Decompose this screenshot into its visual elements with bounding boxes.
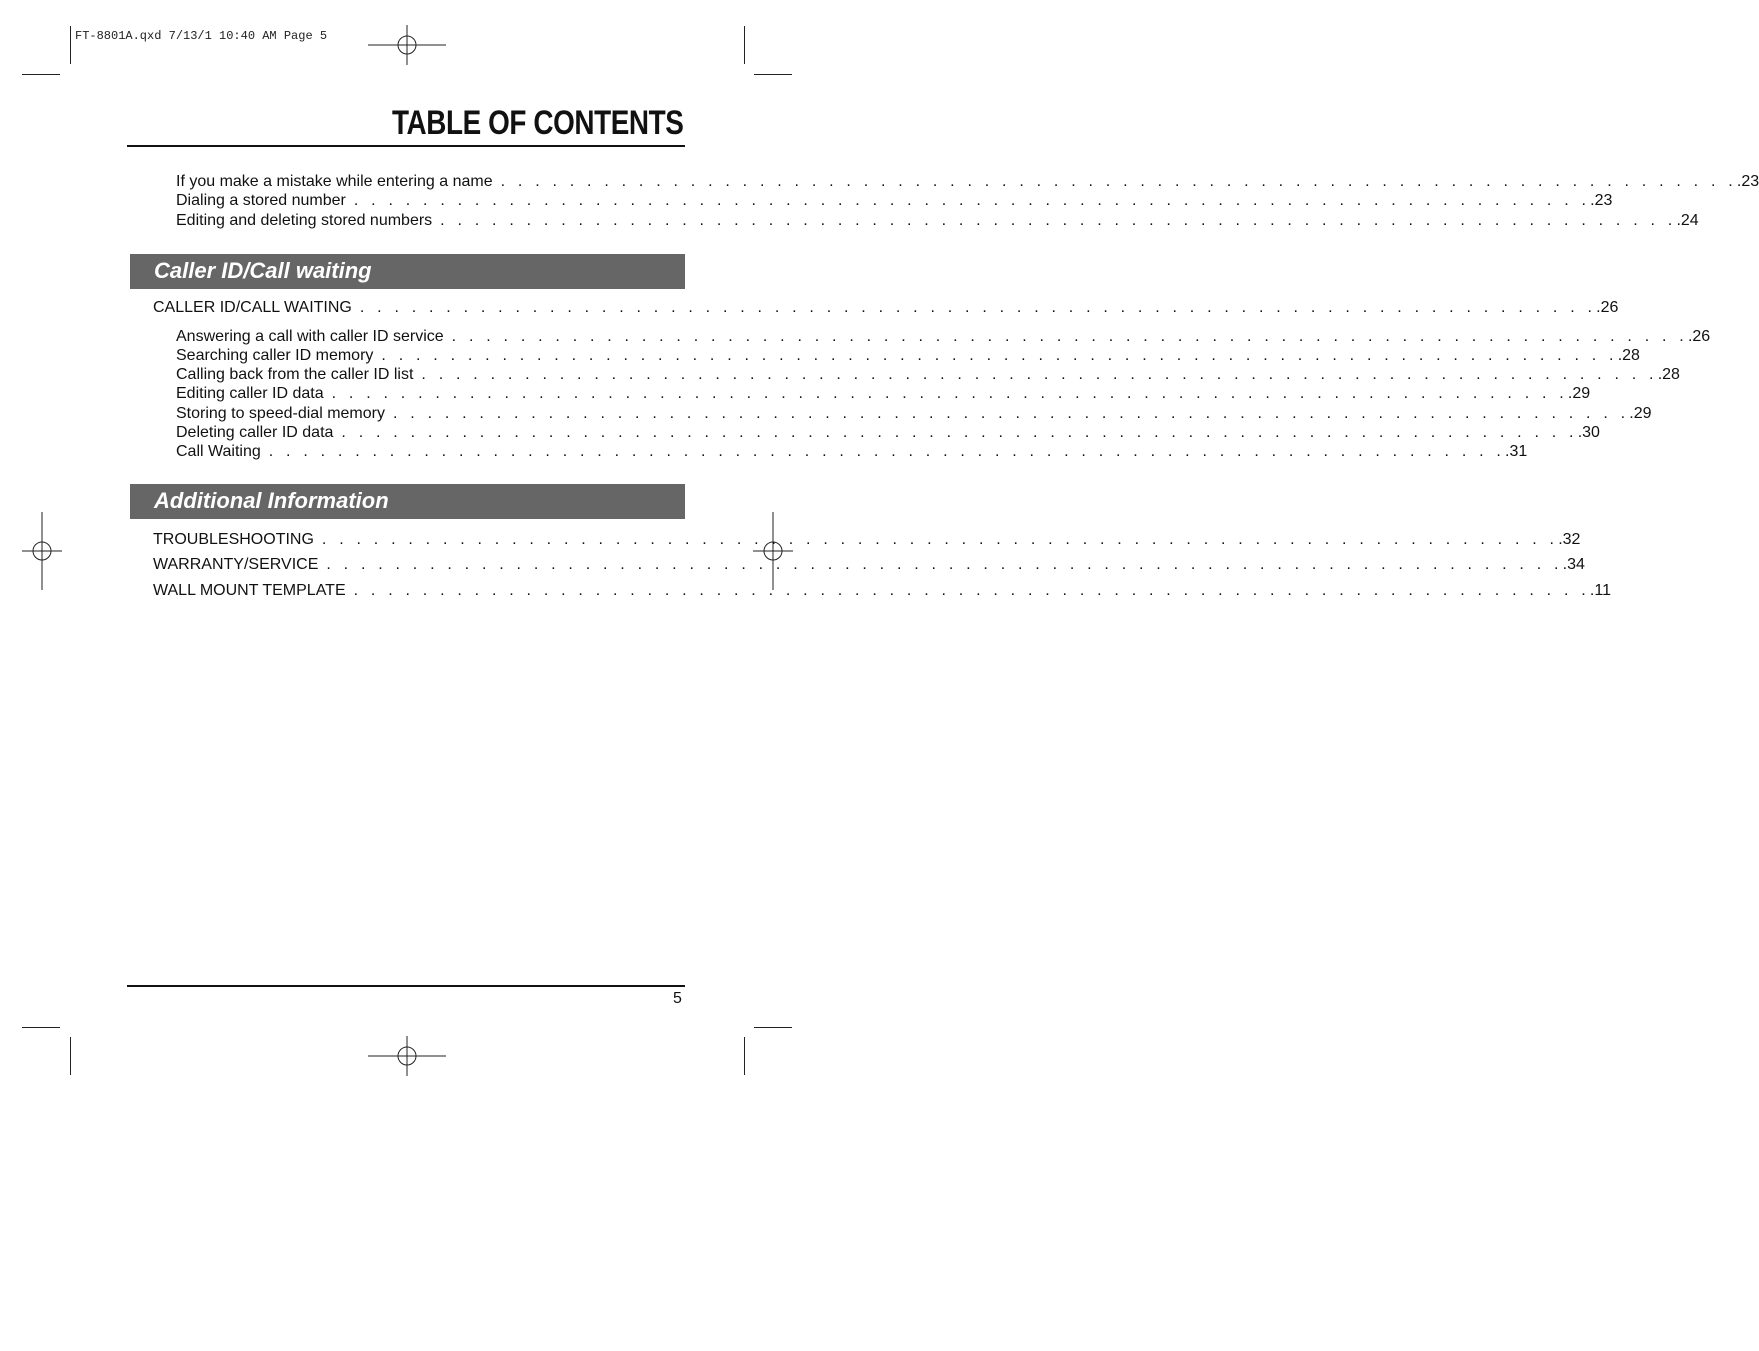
toc-page-number: .23 bbox=[1736, 173, 1759, 190]
toc-page-number: .32 bbox=[1558, 531, 1581, 548]
registration-mark-icon bbox=[753, 512, 793, 590]
toc-entry-label: Editing caller ID data bbox=[176, 385, 324, 402]
toc-page-number: .24 bbox=[1676, 212, 1699, 229]
toc-entry-label: Searching caller ID memory bbox=[176, 347, 374, 364]
toc-page-number: .11 bbox=[1589, 582, 1611, 599]
toc-entry-label: If you make a mistake while entering a name bbox=[176, 173, 493, 190]
section-heading: Caller ID/Call waiting bbox=[154, 258, 372, 283]
toc-entry-label: Dialing a stored number bbox=[176, 192, 346, 209]
toc-entry-label: Calling back from the caller ID list bbox=[176, 366, 414, 383]
toc-leader: . . . . . . . . . . . . . . . . . . . . . . . . . . . . . . . . . . . . . . . . . . . . . . . . . . . . . . . . . . . . . . . . . . . . . . . . bbox=[392, 405, 1630, 422]
toc-entry[interactable] bbox=[176, 423, 1600, 442]
footer-rule bbox=[127, 985, 685, 987]
crop-mark bbox=[22, 1027, 60, 1028]
toc-leader: . . . . . . . . . . . . . . . . . . . . . . . . . . . . . . . . . . . . . . . . . . . . . . . . . . . . . . . . . . . . . . . . . . . . . . . . bbox=[421, 366, 1658, 383]
registration-mark-icon bbox=[368, 25, 446, 65]
toc-leader: . . . . . . . . . . . . . . . . . . . . . . . . . . . . . . . . . . . . . . . . . . . . . . . . . . . . . . . . . . . . . . . . . . . . . . . . bbox=[451, 328, 1688, 345]
toc-page-number: .29 bbox=[1629, 405, 1652, 422]
toc-leader: . . . . . . . . . . . . . . . . . . . . . . . . . . . . . . . . . . . . . . . . . . . . . . . . . . . . . . . . . . . . . . . . . . . . . . . . bbox=[440, 212, 1677, 229]
crop-mark bbox=[754, 1027, 792, 1028]
toc-page-number: .23 bbox=[1590, 192, 1613, 209]
toc-entry[interactable] bbox=[176, 172, 1759, 191]
crop-mark bbox=[744, 1037, 745, 1075]
print-slug: FT-8801A.qxd 7/13/1 10:40 AM Page 5 bbox=[75, 29, 328, 43]
toc-page-number: .31 bbox=[1505, 443, 1528, 460]
crop-mark bbox=[754, 74, 792, 75]
toc-entry-label: WALL MOUNT TEMPLATE bbox=[153, 582, 346, 599]
toc-entry-label: Deleting caller ID data bbox=[176, 424, 334, 441]
section-heading-band bbox=[130, 484, 685, 519]
toc-main-entry[interactable] bbox=[153, 555, 1585, 574]
toc-page-number: .26 bbox=[1596, 299, 1619, 316]
toc-page-number: .26 bbox=[1687, 328, 1711, 345]
toc-page-number: .28 bbox=[1617, 347, 1640, 364]
registration-mark-icon bbox=[22, 512, 62, 590]
toc-entry-label: CALLER ID/CALL WAITING bbox=[153, 299, 352, 316]
toc-leader: . . . . . . . . . . . . . . . . . . . . . . . . . . . . . . . . . . . . . . . . . . . . . . . . . . . . . . . . . . . . . . . . . . . . . . . . bbox=[381, 347, 1618, 364]
crop-mark bbox=[744, 26, 745, 64]
crop-mark bbox=[70, 1037, 71, 1075]
toc-entry-label: TROUBLESHOOTING bbox=[153, 531, 314, 548]
section-heading: Additional Information bbox=[154, 488, 389, 513]
toc-entry-label: Editing and deleting stored numbers bbox=[176, 212, 433, 229]
toc-main-entry[interactable] bbox=[153, 530, 1581, 549]
toc-leader: . . . . . . . . . . . . . . . . . . . . . . . . . . . . . . . . . . . . . . . . . . . . . . . . . . . . . . . . . . . . . . . . . . . . . . . . bbox=[500, 173, 1737, 190]
registration-mark-icon bbox=[368, 1036, 446, 1076]
toc-entry-label: Call Waiting bbox=[176, 443, 261, 460]
toc-entry[interactable] bbox=[176, 346, 1640, 365]
toc-leader: . . . . . . . . . . . . . . . . . . . . . . . . . . . . . . . . . . . . . . . . . . . . . . . . . . . . . . . . . . . . . . . . . . . . . . . . bbox=[359, 299, 1597, 316]
toc-leader: . . . . . . . . . . . . . . . . . . . . . . . . . . . . . . . . . . . . . . . . . . . . . . . . . . . . . . . . . . . . . . . . . . . . . . . . bbox=[341, 424, 1578, 441]
toc-page-number: .34 bbox=[1562, 556, 1585, 573]
toc-page-number: .28 bbox=[1657, 366, 1680, 383]
toc-entry-label: Answering a call with caller ID service bbox=[176, 328, 444, 345]
toc-entry[interactable] bbox=[176, 191, 1613, 210]
toc-entry-label: Storing to speed-dial memory bbox=[176, 405, 385, 422]
toc-page-number: .29 bbox=[1567, 385, 1591, 402]
toc-leader: . . . . . . . . . . . . . . . . . . . . . . . . . . . . . . . . . . . . . . . . . . . . . . . . . . . . . . . . . . . . . . . . . . . . . . . . bbox=[353, 192, 1591, 209]
toc-entry[interactable] bbox=[176, 384, 1591, 403]
page-title: TABLE OF CONTENTS bbox=[391, 104, 683, 142]
toc-entry[interactable] bbox=[176, 327, 1711, 346]
page-number: 5 bbox=[673, 990, 682, 1007]
title-rule bbox=[127, 145, 685, 147]
toc-leader: . . . . . . . . . . . . . . . . . . . . . . . . . . . . . . . . . . . . . . . . . . . . . . . . . . . . . . . . . . . . . . . . . . . . . . . . bbox=[326, 556, 1563, 573]
crop-mark bbox=[22, 74, 60, 75]
toc-leader: . . . . . . . . . . . . . . . . . . . . . . . . . . . . . . . . . . . . . . . . . . . . . . . . . . . . . . . . . . . . . . . . . . . . . . . . bbox=[331, 385, 1568, 402]
toc-leader: . . . . . . . . . . . . . . . . . . . . . . . . . . . . . . . . . . . . . . . . . . . . . . . . . . . . . . . . . . . . . . . . . . . . . . . . bbox=[321, 531, 1559, 548]
toc-main-entry[interactable] bbox=[153, 298, 1619, 317]
toc-main-entry[interactable] bbox=[153, 581, 1611, 600]
toc-entry[interactable] bbox=[176, 211, 1699, 230]
toc-leader: . . . . . . . . . . . . . . . . . . . . . . . . . . . . . . . . . . . . . . . . . . . . . . . . . . . . . . . . . . . . . . . . . . . . . . . . bbox=[353, 582, 1590, 599]
toc-page-number: .30 bbox=[1577, 424, 1600, 441]
toc-leader: . . . . . . . . . . . . . . . . . . . . . . . . . . . . . . . . . . . . . . . . . . . . . . . . . . . . . . . . . . . . . . . . . . . . . . . . bbox=[268, 443, 1506, 460]
toc-entry[interactable] bbox=[176, 442, 1528, 461]
toc-entry[interactable] bbox=[176, 404, 1652, 423]
section-heading-band bbox=[130, 254, 685, 289]
toc-entry[interactable] bbox=[176, 365, 1680, 384]
crop-mark bbox=[70, 26, 71, 64]
toc-entry-label: WARRANTY/SERVICE bbox=[153, 556, 319, 573]
